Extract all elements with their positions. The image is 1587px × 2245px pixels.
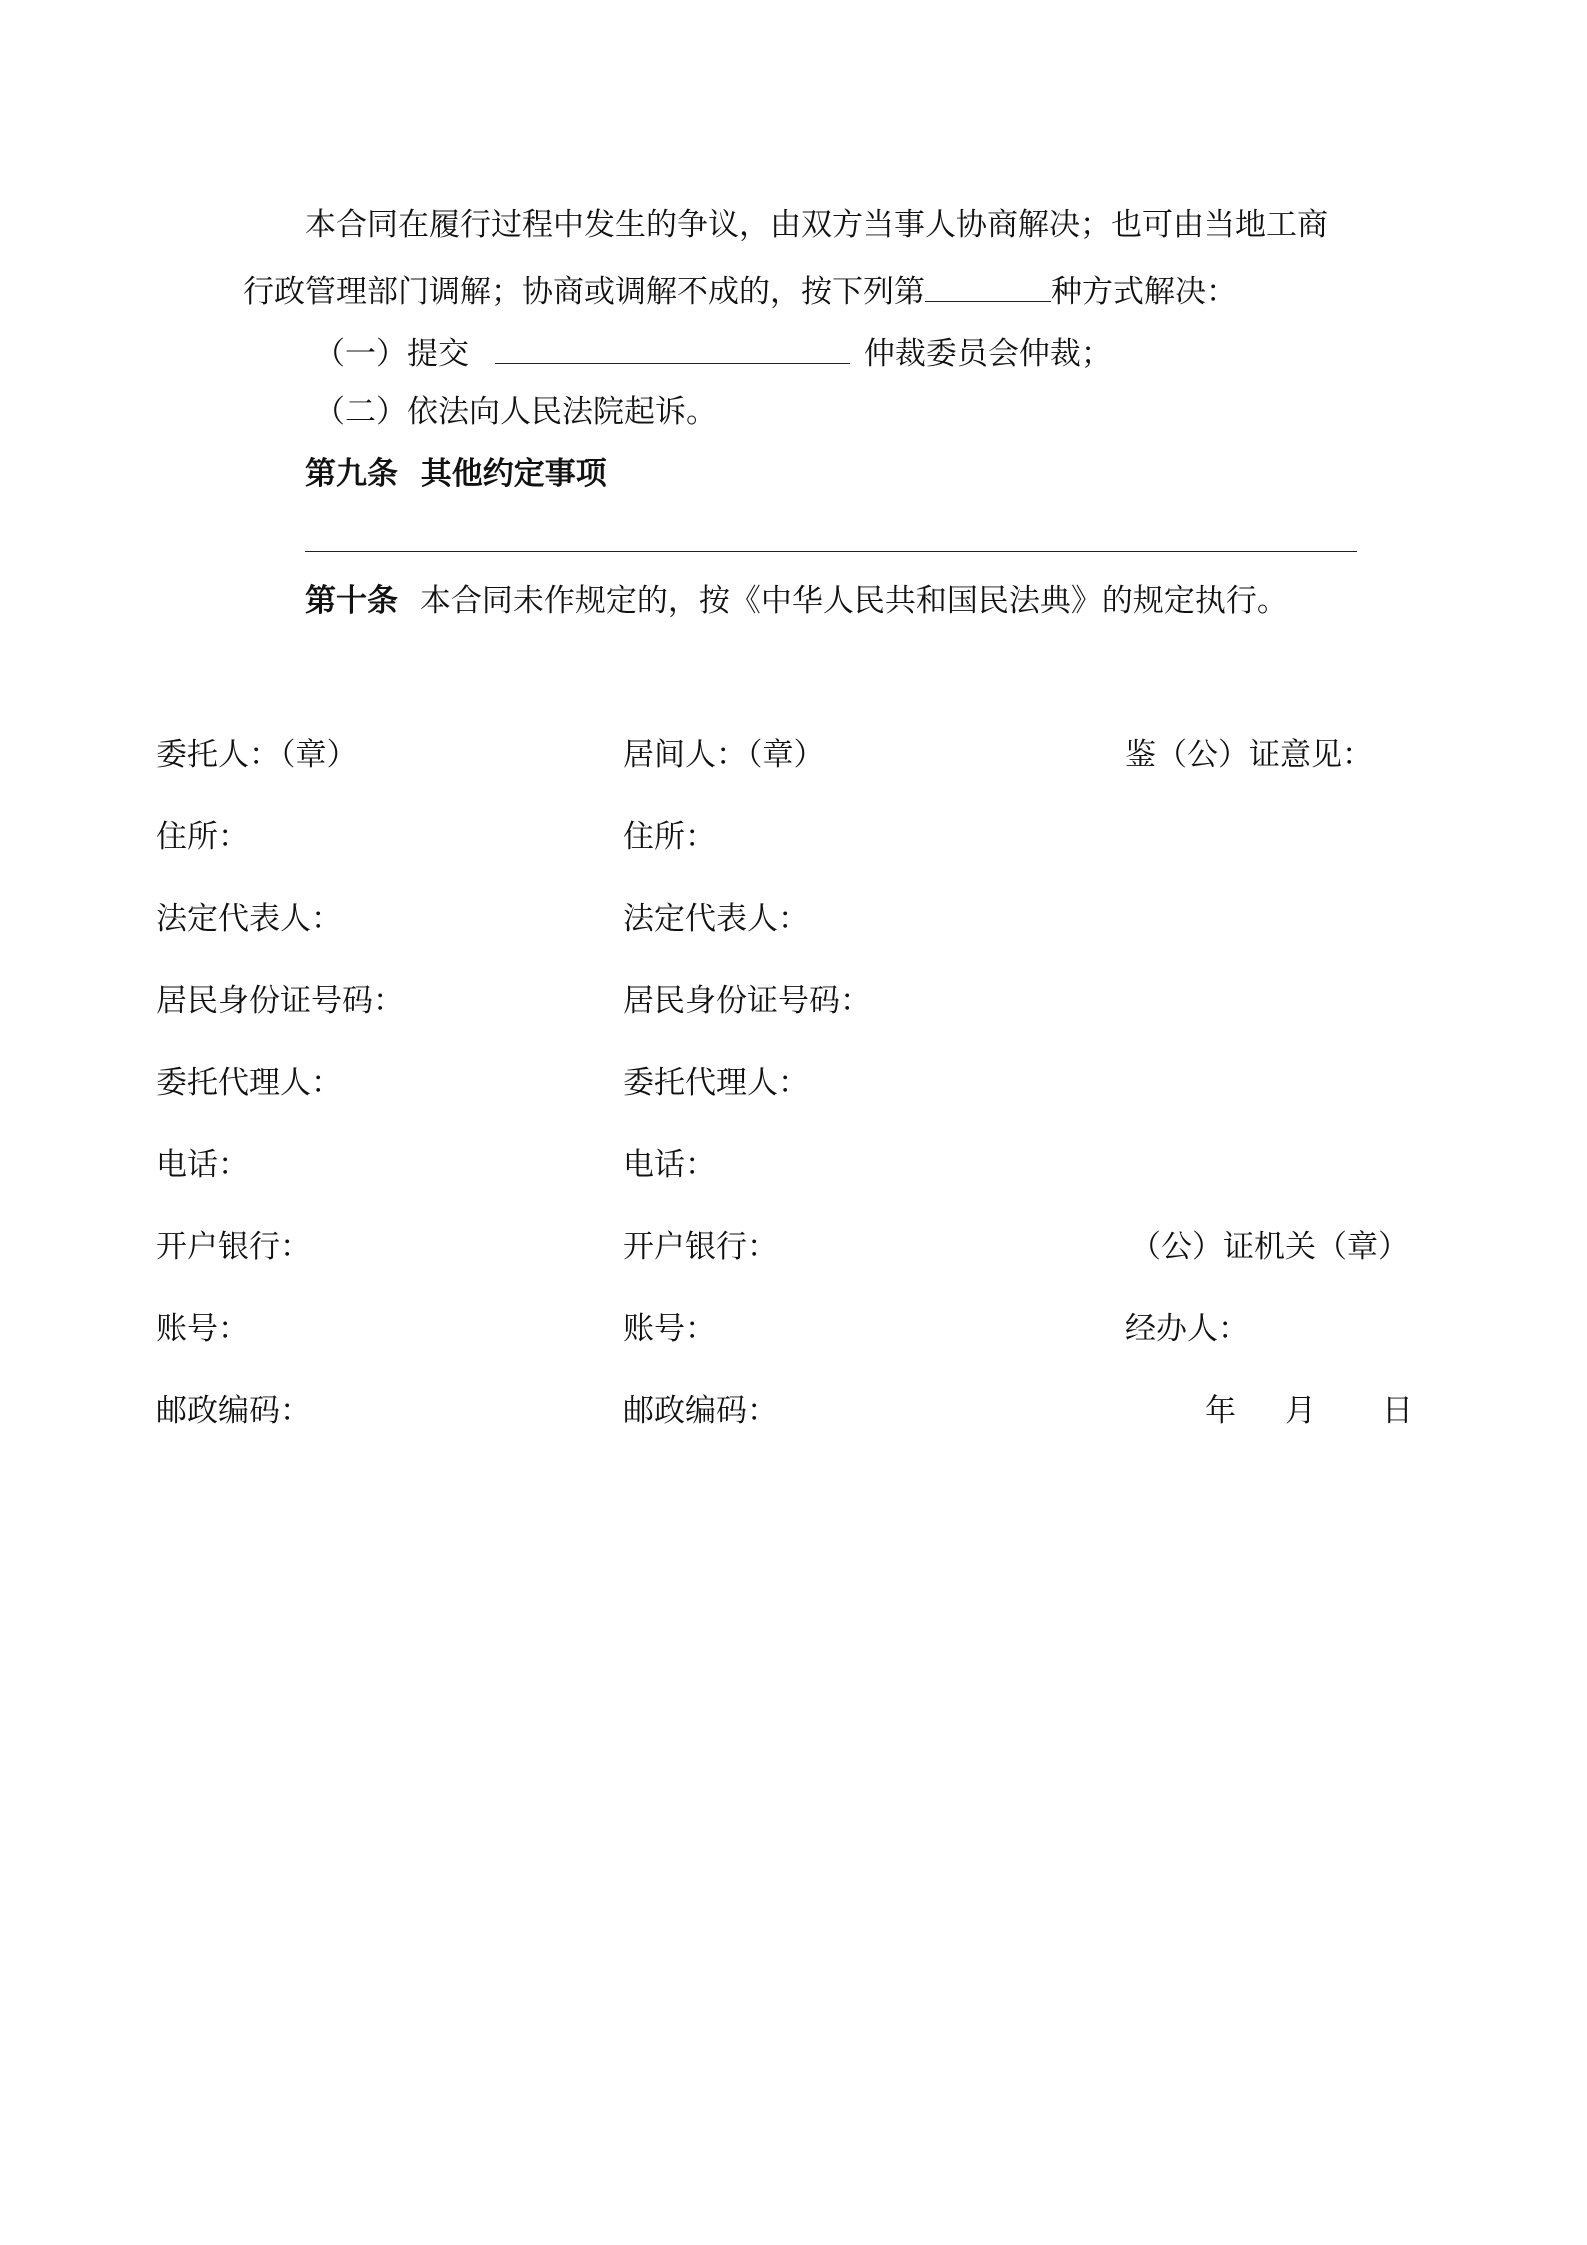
entrustor-legal-rep: 法定代表人： — [156, 901, 342, 937]
option-litigation: （二）依法向人民法院起诉。 — [314, 394, 717, 430]
article9-blank-line[interactable] — [305, 551, 1357, 552]
entrustor-postcode: 邮政编码： — [156, 1393, 311, 1429]
intermediary-agent: 委托代理人： — [623, 1065, 809, 1101]
option-arbitration-suffix: 仲裁委员会仲裁； — [863, 336, 1112, 372]
entrustor-bank: 开户银行： — [156, 1229, 311, 1265]
intermediary-postcode: 邮政编码： — [623, 1393, 778, 1429]
intermediary-id-number: 居民身份证号码： — [623, 983, 871, 1019]
intermediary-bank: 开户银行： — [623, 1229, 778, 1265]
arbitration-commission-blank[interactable] — [495, 335, 850, 364]
article10-text: 本合同未作规定的，按《中华人民共和国民法典》的规定执行。 — [419, 583, 1288, 619]
option-arbitration — [314, 335, 1112, 370]
intermediary-legal-rep: 法定代表人： — [623, 901, 809, 937]
intermediary-account: 账号： — [623, 1311, 716, 1347]
entrustor-agent: 委托代理人： — [156, 1065, 342, 1101]
article9-title: 其他约定事项 — [420, 456, 607, 492]
article10-number: 第十条 — [305, 583, 398, 619]
dispute-clause-line2-suffix: 种方式解决： — [1051, 274, 1237, 310]
dispute-clause-line2 — [243, 273, 1237, 308]
entrustor-id-number: 居民身份证号码： — [156, 983, 404, 1019]
dispute-clause-line2-text: 行政管理部门调解；协商或调解不成的，按下列第 — [243, 274, 925, 310]
article10 — [305, 583, 1288, 619]
notary-authority-seal: （公）证机关（章） — [1130, 1229, 1409, 1265]
notary-opinion: 鉴（公）证意见： — [1125, 737, 1373, 773]
option-arbitration-label: （一）提交 — [314, 336, 469, 372]
notary-handler: 经办人： — [1125, 1311, 1249, 1347]
intermediary-phone: 电话： — [623, 1147, 716, 1183]
entrustor-title: 委托人：（章） — [156, 737, 358, 773]
article9-heading — [305, 456, 607, 492]
method-number-blank[interactable] — [925, 273, 1051, 302]
intermediary-address: 住所： — [623, 819, 716, 855]
dispute-clause-line1: 本合同在履行过程中发生的争议，由双方当事人协商解决；也可由当地工商 — [305, 207, 1328, 243]
entrustor-address: 住所： — [156, 819, 249, 855]
date-year: 年 — [1205, 1393, 1236, 1429]
date-month: 月 — [1285, 1393, 1316, 1429]
entrustor-account: 账号： — [156, 1311, 249, 1347]
date-day: 日 — [1382, 1393, 1413, 1429]
intermediary-title: 居间人：（章） — [623, 737, 825, 773]
article9-number: 第九条 — [305, 456, 398, 492]
entrustor-phone: 电话： — [156, 1147, 249, 1183]
